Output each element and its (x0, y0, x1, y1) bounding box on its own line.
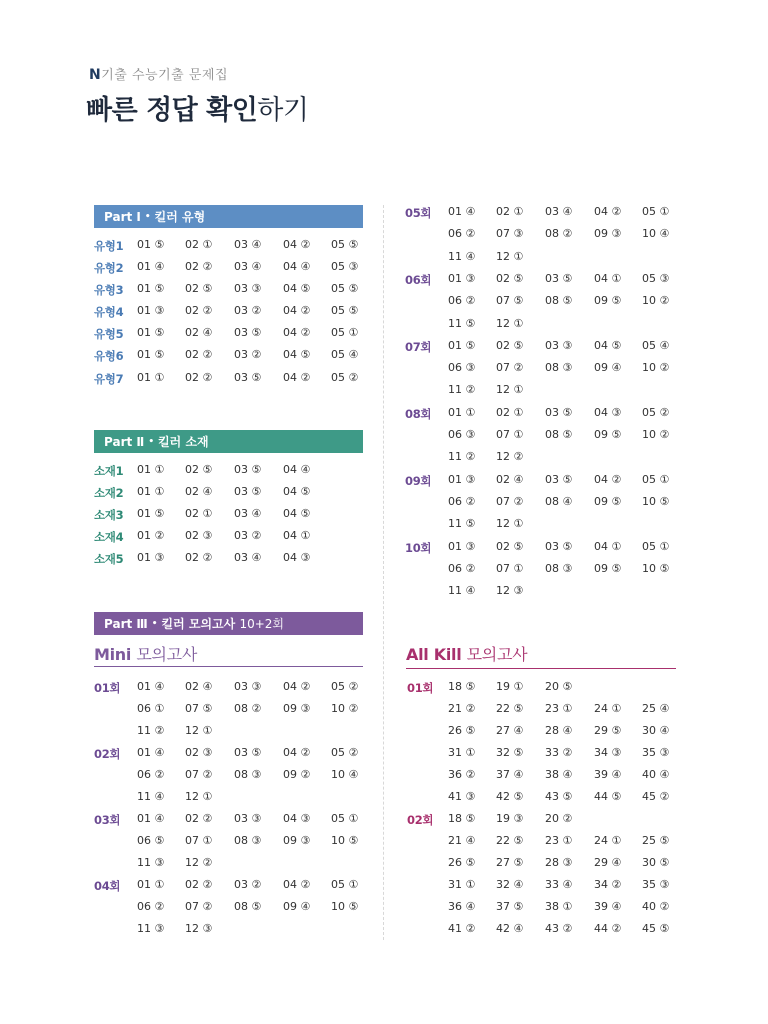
answer-cell: 03 ③ (234, 680, 262, 693)
part1-row-label: 유형7 (94, 372, 124, 386)
answer-cell: 06 ② (448, 294, 476, 308)
answer-cell: 06 ② (137, 900, 165, 913)
answer-cell: 02 ① (496, 405, 524, 419)
part3-name: 킬러 모의고사 (161, 617, 236, 631)
answer-cell: 09 ③ (283, 702, 311, 715)
answer-cell: 05 ② (331, 680, 359, 693)
round-label: 01회 (407, 681, 434, 695)
answer-cell: 03 ⑤ (545, 539, 573, 553)
answer-cell: 23 ① (545, 834, 573, 847)
part2-answer: 04 ① (283, 529, 311, 542)
answer-cell: 37 ⑤ (496, 900, 524, 913)
answer-cell: 03 ⑤ (545, 405, 573, 419)
answer-cell: 09 ② (283, 768, 311, 781)
answer-cell: 30 ④ (642, 724, 670, 737)
answer-cell: 11 ② (137, 724, 165, 737)
part1-answer: 05 ② (331, 371, 359, 384)
answer-cell: 06 ⑤ (137, 834, 165, 847)
round-label: 07회 (405, 339, 432, 354)
part1-answer: 01 ⑤ (137, 326, 165, 339)
round-label: 02회 (94, 747, 121, 761)
answer-cell: 31 ① (448, 746, 476, 759)
part1-row-label: 유형6 (94, 349, 124, 363)
answer-cell: 24 ① (594, 834, 622, 847)
answer-cell: 18 ⑤ (448, 680, 476, 693)
answer-cell: 01 ④ (137, 812, 165, 825)
answer-cell: 04 ③ (283, 812, 311, 825)
part2-header (94, 430, 363, 453)
part2-row-label: 소재1 (94, 464, 124, 478)
answer-cell: 08 ③ (545, 561, 573, 575)
part2-answer: 01 ② (137, 529, 165, 542)
answer-cell: 09 ⑤ (594, 561, 622, 575)
answer-cell: 03 ③ (545, 338, 573, 352)
part2-answer: 03 ④ (234, 507, 262, 520)
answer-cell: 03 ② (234, 878, 262, 891)
part1-answer: 05 ⑤ (331, 282, 359, 295)
answer-cell: 01 ③ (448, 472, 476, 486)
part1-answer: 01 ④ (137, 260, 165, 273)
answer-cell: 02 ② (185, 812, 213, 825)
part1-row-label: 유형4 (94, 305, 124, 319)
answer-cell: 07 ③ (496, 227, 524, 241)
answer-cell: 04 ⑤ (594, 338, 622, 352)
round-label: 05회 (405, 206, 432, 220)
answer-cell: 21 ② (448, 702, 476, 715)
answer-cell: 08 ⑤ (545, 294, 573, 308)
answer-cell: 27 ④ (496, 724, 524, 737)
answer-cell: 11 ③ (137, 922, 165, 935)
part1-answer: 03 ④ (234, 260, 262, 273)
answer-cell: 37 ④ (496, 768, 524, 781)
part1-header (94, 205, 363, 228)
answer-cell: 06 ③ (448, 428, 476, 441)
answer-cell: 03 ④ (545, 205, 573, 218)
answer-cell: 34 ② (594, 878, 622, 891)
answer-cell: 05 ① (642, 205, 670, 218)
answer-cell: 29 ④ (594, 856, 622, 869)
answer-cell: 01 ④ (448, 205, 476, 218)
answer-cell: 09 ③ (283, 834, 311, 847)
answer-cell: 12 ① (496, 383, 524, 397)
answer-cell: 09 ③ (594, 227, 622, 241)
answer-cell: 10 ⑤ (331, 900, 359, 913)
part2-answer: 04 ⑤ (283, 507, 311, 520)
part1-answer: 03 ⑤ (234, 326, 262, 339)
answer-cell: 11 ⑤ (448, 316, 476, 330)
answer-cell: 41 ② (448, 922, 476, 935)
answer-cell: 12 ① (496, 316, 524, 330)
answer-cell: 09 ⑤ (594, 294, 622, 308)
answer-cell: 01 ④ (137, 746, 165, 759)
answer-cell: 33 ④ (545, 878, 573, 891)
round-label: 04회 (94, 879, 121, 893)
part2-answer: 04 ④ (283, 463, 311, 476)
answer-cell: 43 ⑤ (545, 790, 573, 803)
part2-answer: 01 ⑤ (137, 507, 165, 520)
answer-cell: 08 ③ (234, 834, 262, 847)
part2-answer: 03 ⑤ (234, 485, 262, 498)
part2-row-label: 소재4 (94, 530, 124, 544)
answer-cell: 41 ③ (448, 790, 476, 803)
answer-cell: 04 ③ (594, 405, 622, 419)
answer-cell: 35 ③ (642, 878, 670, 891)
part3-count: 10+2회 (239, 617, 284, 631)
answer-cell: 30 ⑤ (642, 856, 670, 869)
answer-cell: 11 ⑤ (448, 517, 476, 531)
answer-cell: 07 ⑤ (496, 294, 524, 308)
answer-cell: 08 ⑤ (545, 428, 573, 441)
answer-cell: 11 ② (448, 450, 476, 464)
answer-cell: 09 ④ (283, 900, 311, 913)
answer-cell: 05 ③ (642, 271, 670, 285)
answer-cell: 08 ② (234, 702, 262, 715)
part2-answer: 01 ③ (137, 551, 165, 564)
answer-cell: 38 ① (545, 900, 573, 913)
part2-answer: 04 ⑤ (283, 485, 311, 498)
part1-answer: 02 ① (185, 238, 213, 251)
part2-row-label: 소재5 (94, 552, 124, 566)
answer-cell: 09 ④ (594, 361, 622, 375)
answer-cell: 43 ② (545, 922, 573, 935)
answer-cell: 12 ③ (185, 922, 213, 935)
answer-cell: 10 ⑤ (642, 494, 670, 508)
answer-cell: 05 ② (331, 746, 359, 759)
answer-cell: 09 ⑤ (594, 428, 622, 441)
answer-cell: 39 ④ (594, 900, 622, 913)
answer-cell: 10 ⑤ (331, 834, 359, 847)
part2-number: Part Ⅱ (104, 434, 145, 449)
part1-answer: 05 ① (331, 326, 359, 339)
answer-cell: 01 ① (448, 405, 476, 419)
part1-answer: 04 ⑤ (283, 282, 311, 295)
answer-cell: 45 ② (642, 790, 670, 803)
answer-cell: 42 ④ (496, 922, 524, 935)
answer-cell: 26 ⑤ (448, 856, 476, 869)
answer-cell: 01 ⑤ (448, 338, 476, 352)
answer-cell: 28 ④ (545, 724, 573, 737)
answer-cell: 07 ② (496, 361, 524, 375)
part1-answer: 05 ⑤ (331, 238, 359, 251)
answer-cell: 09 ⑤ (594, 494, 622, 508)
round-label: 10회 (405, 540, 432, 555)
answer-cell: 03 ⑤ (545, 271, 573, 285)
answer-cell: 06 ② (137, 768, 165, 781)
answer-cell: 22 ⑤ (496, 834, 524, 847)
answer-cell: 07 ② (185, 900, 213, 913)
allkill-heading-bold: All Kill (406, 645, 462, 664)
part2-answer: 01 ① (137, 485, 165, 498)
answer-cell: 22 ⑤ (496, 702, 524, 715)
part2-answer: 02 ⑤ (185, 463, 213, 476)
answer-cell: 04 ① (594, 271, 622, 285)
part1-answer: 03 ⑤ (234, 371, 262, 384)
answer-cell: 07 ① (185, 834, 213, 847)
answer-cell: 10 ⑤ (642, 561, 670, 575)
answer-cell: 42 ⑤ (496, 790, 524, 803)
part2-answer: 03 ⑤ (234, 463, 262, 476)
page-title (86, 88, 308, 127)
answer-cell: 32 ④ (496, 878, 524, 891)
answer-cell: 01 ① (137, 878, 165, 891)
answer-cell: 11 ② (448, 383, 476, 397)
answer-cell: 03 ⑤ (234, 746, 262, 759)
answer-cell: 34 ③ (594, 746, 622, 759)
answer-cell: 35 ③ (642, 746, 670, 759)
answer-cell: 36 ② (448, 768, 476, 781)
mini-heading-bold: Mini (94, 645, 132, 664)
answer-cell: 04 ② (594, 472, 622, 486)
answer-cell: 12 ① (185, 724, 213, 737)
answer-cell: 44 ⑤ (594, 790, 622, 803)
answer-cell: 19 ③ (496, 812, 524, 825)
answer-cell: 12 ② (185, 856, 213, 869)
part1-row-label: 유형2 (94, 261, 124, 275)
answer-cell: 12 ① (496, 517, 524, 531)
round-label: 08회 (405, 406, 432, 421)
answer-cell: 11 ③ (137, 856, 165, 869)
answer-cell: 27 ⑤ (496, 856, 524, 869)
answer-cell: 02 ⑤ (496, 271, 524, 285)
answer-cell: 04 ② (283, 878, 311, 891)
part1-answer: 04 ② (283, 304, 311, 317)
part1-answer: 03 ② (234, 348, 262, 361)
answer-cell: 02 ④ (496, 472, 524, 486)
answer-cell: 19 ① (496, 680, 524, 693)
answer-cell: 05 ② (642, 405, 670, 419)
answer-cell: 11 ④ (448, 584, 476, 598)
answer-cell: 04 ② (283, 680, 311, 693)
answer-cell: 10 ② (642, 294, 670, 308)
part3-separator: • (151, 618, 158, 629)
round-label: 06회 (405, 272, 432, 287)
answer-cell: 11 ④ (448, 249, 476, 263)
part1-row-label: 유형3 (94, 283, 124, 297)
answer-cell: 21 ④ (448, 834, 476, 847)
answer-cell: 06 ② (448, 561, 476, 575)
answer-cell: 04 ② (283, 746, 311, 759)
part1-answer: 01 ③ (137, 304, 165, 317)
part2-row-label: 소재2 (94, 486, 124, 500)
answer-cell: 07 ② (185, 768, 213, 781)
answer-cell: 02 ③ (185, 746, 213, 759)
part1-row-label: 유형5 (94, 327, 124, 341)
answer-cell: 02 ⑤ (496, 338, 524, 352)
part2-answer: 04 ③ (283, 551, 311, 564)
answer-cell: 01 ③ (448, 271, 476, 285)
answer-cell: 05 ① (642, 472, 670, 486)
answer-cell: 31 ① (448, 878, 476, 891)
answer-cell: 28 ③ (545, 856, 573, 869)
answer-cell: 08 ⑤ (234, 900, 262, 913)
answer-cell: 06 ② (448, 227, 476, 241)
answer-cell: 18 ⑤ (448, 812, 476, 825)
mini-heading-rest: 모의고사 (136, 645, 197, 664)
title-bold: 빠른 정답 확인 (86, 95, 258, 126)
answer-cell: 40 ④ (642, 768, 670, 781)
answer-cell: 12 ② (496, 450, 524, 464)
answer-cell: 29 ⑤ (594, 724, 622, 737)
part1-answer: 04 ⑤ (283, 348, 311, 361)
answer-cell: 40 ② (642, 900, 670, 913)
answer-cell: 26 ⑤ (448, 724, 476, 737)
part2-name: 킬러 소재 (158, 435, 209, 449)
part1-answer: 03 ③ (234, 282, 262, 295)
answer-cell: 38 ④ (545, 768, 573, 781)
part1-answer: 05 ⑤ (331, 304, 359, 317)
answer-cell: 45 ⑤ (642, 922, 670, 935)
part1-answer: 05 ③ (331, 260, 359, 273)
answer-cell: 06 ① (137, 702, 165, 715)
answer-cell: 10 ② (642, 361, 670, 375)
part2-answer: 02 ③ (185, 529, 213, 542)
answer-cell: 06 ③ (448, 361, 476, 375)
column-divider (383, 205, 384, 940)
part1-answer: 04 ② (283, 238, 311, 251)
subtitle-text: 기출 수능기출 문제집 (101, 68, 229, 83)
part1-answer: 04 ② (283, 371, 311, 384)
answer-cell: 10 ② (331, 702, 359, 715)
answer-cell: 06 ② (448, 494, 476, 508)
part1-answer: 04 ② (283, 326, 311, 339)
answer-cell: 03 ⑤ (545, 472, 573, 486)
part1-answer: 04 ④ (283, 260, 311, 273)
answer-cell: 08 ② (545, 227, 573, 241)
answer-cell: 32 ⑤ (496, 746, 524, 759)
answer-cell: 07 ① (496, 561, 524, 575)
part1-answer: 02 ② (185, 371, 213, 384)
mini-heading (94, 642, 197, 665)
part2-row-label: 소재3 (94, 508, 124, 522)
answer-cell: 03 ③ (234, 812, 262, 825)
answer-cell: 05 ① (642, 539, 670, 553)
answer-cell: 05 ④ (642, 338, 670, 352)
part1-answer: 02 ② (185, 348, 213, 361)
answer-cell: 07 ① (496, 428, 524, 441)
brand-mark: N (89, 67, 102, 83)
title-light: 하기 (257, 95, 309, 126)
part1-answer: 03 ② (234, 304, 262, 317)
part1-answer: 01 ⑤ (137, 282, 165, 295)
part1-answer: 01 ① (137, 371, 165, 384)
part1-answer: 02 ⑤ (185, 282, 213, 295)
answer-cell: 08 ③ (234, 768, 262, 781)
answer-cell: 02 ④ (185, 680, 213, 693)
answer-cell: 05 ① (331, 812, 359, 825)
allkill-heading-rest: 모의고사 (466, 645, 528, 664)
answer-cell: 08 ④ (545, 494, 573, 508)
part1-answer: 02 ④ (185, 326, 213, 339)
answer-cell: 02 ② (185, 878, 213, 891)
answer-cell: 01 ④ (137, 680, 165, 693)
allkill-heading-rule (406, 668, 676, 669)
part1-answer: 03 ④ (234, 238, 262, 251)
answer-cell: 01 ③ (448, 539, 476, 553)
answer-cell: 25 ④ (642, 702, 670, 715)
answer-cell: 02 ① (496, 205, 524, 218)
answer-cell: 02 ⑤ (496, 539, 524, 553)
part1-answer: 02 ② (185, 260, 213, 273)
answer-cell: 07 ② (496, 494, 524, 508)
part1-number: Part Ⅰ (104, 209, 141, 224)
part1-row-label: 유형1 (94, 239, 124, 253)
answer-cell: 36 ④ (448, 900, 476, 913)
part2-separator: • (148, 436, 155, 447)
part2-answer: 03 ④ (234, 551, 262, 564)
part1-answer: 01 ⑤ (137, 348, 165, 361)
answer-cell: 33 ② (545, 746, 573, 759)
part2-answer: 02 ① (185, 507, 213, 520)
part1-answer: 02 ② (185, 304, 213, 317)
book-subtitle (89, 64, 228, 83)
answer-cell: 44 ② (594, 922, 622, 935)
round-label: 01회 (94, 681, 121, 695)
part1-separator: • (144, 211, 151, 222)
answer-cell: 23 ① (545, 702, 573, 715)
answer-cell: 04 ① (594, 539, 622, 553)
round-label: 02회 (407, 813, 434, 827)
part2-answer: 01 ① (137, 463, 165, 476)
part3-number: Part Ⅲ (104, 616, 148, 631)
allkill-heading (406, 642, 527, 665)
answer-cell: 25 ⑤ (642, 834, 670, 847)
part2-answer: 02 ② (185, 551, 213, 564)
part2-answer: 02 ④ (185, 485, 213, 498)
answer-cell: 12 ① (185, 790, 213, 803)
answer-cell: 24 ① (594, 702, 622, 715)
part1-answer: 01 ⑤ (137, 238, 165, 251)
answer-cell: 08 ③ (545, 361, 573, 375)
round-label: 03회 (94, 813, 121, 827)
answer-cell: 11 ④ (137, 790, 165, 803)
round-label: 09회 (405, 473, 432, 488)
part2-answer: 03 ② (234, 529, 262, 542)
answer-cell: 12 ③ (496, 584, 524, 598)
answer-cell: 10 ④ (642, 227, 670, 241)
part1-answer: 05 ④ (331, 348, 359, 361)
answer-cell: 20 ⑤ (545, 680, 573, 693)
mini-heading-rule (94, 666, 363, 667)
answer-cell: 07 ⑤ (185, 702, 213, 715)
answer-cell: 10 ④ (331, 768, 359, 781)
part3-header (94, 612, 363, 635)
answer-cell: 04 ② (594, 205, 622, 218)
part1-name: 킬러 유형 (154, 210, 206, 224)
answer-cell: 12 ① (496, 249, 524, 263)
answer-cell: 20 ② (545, 812, 573, 825)
answer-cell: 39 ④ (594, 768, 622, 781)
answer-cell: 05 ① (331, 878, 359, 891)
answer-cell: 10 ② (642, 428, 670, 441)
